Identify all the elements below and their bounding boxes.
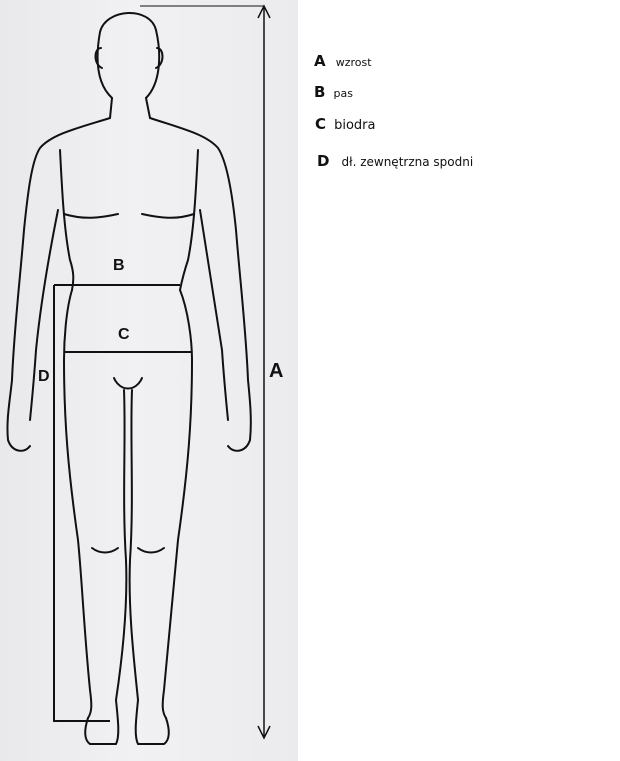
legend-text: dł. zewnętrzna spodni bbox=[341, 155, 474, 169]
right-foot bbox=[136, 700, 169, 744]
legend-key: C bbox=[315, 115, 327, 133]
left-leg-inner bbox=[116, 390, 126, 700]
torso-left bbox=[60, 150, 73, 290]
legend-item-b bbox=[314, 82, 353, 101]
right-leg-outer bbox=[163, 360, 192, 718]
label-a: A bbox=[269, 360, 284, 382]
crotch-curve bbox=[114, 378, 142, 389]
right-leg-inner bbox=[130, 390, 138, 700]
legend-item-a bbox=[314, 51, 372, 70]
right-knee bbox=[138, 548, 164, 553]
legend-text: biodra bbox=[334, 118, 376, 133]
label-d: D bbox=[38, 368, 50, 385]
legend-key: D bbox=[317, 152, 330, 170]
left-leg-outer bbox=[64, 360, 91, 718]
legend-item-c bbox=[315, 114, 376, 133]
head-outline bbox=[98, 13, 160, 98]
left-knee bbox=[92, 548, 118, 553]
label-b: B bbox=[113, 257, 125, 274]
right-inner-arm bbox=[200, 210, 228, 420]
legend-key: B bbox=[314, 83, 326, 101]
left-ear bbox=[96, 48, 103, 68]
legend-item-d bbox=[317, 151, 473, 170]
legend-key: A bbox=[314, 52, 326, 70]
legend-text: pas bbox=[333, 87, 353, 100]
neck-outline bbox=[110, 98, 150, 118]
outseam-bracket bbox=[54, 285, 110, 721]
label-c: C bbox=[118, 326, 130, 343]
chest-line bbox=[64, 214, 194, 218]
hip-left bbox=[64, 290, 72, 360]
legend-text: wzrost bbox=[335, 56, 372, 69]
torso-right bbox=[180, 150, 198, 290]
hip-right bbox=[180, 290, 192, 360]
